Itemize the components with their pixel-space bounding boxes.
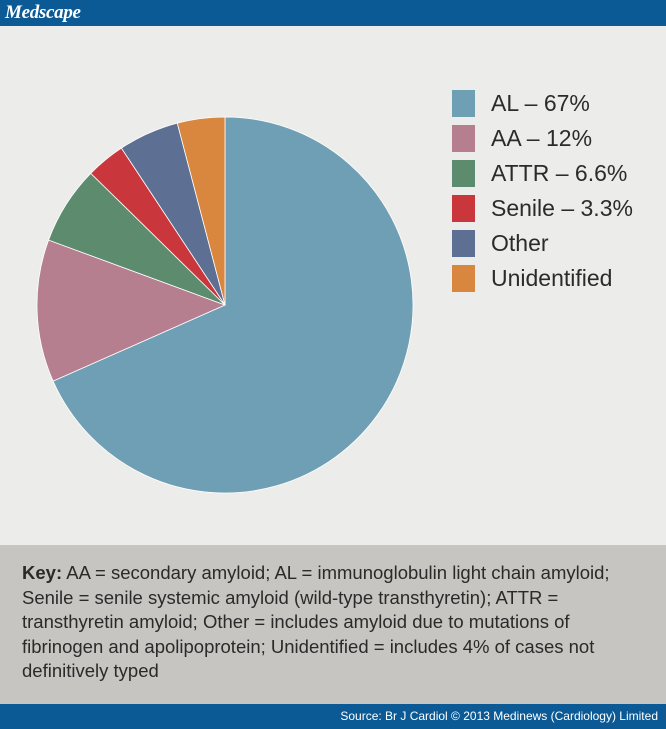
footer-bar — [0, 704, 666, 729]
legend-item-other — [452, 226, 633, 261]
medscape-logo[interactable]: Medscape — [5, 2, 81, 23]
legend-swatch — [452, 230, 475, 257]
source-credit: Source: Br J Cardiol © 2013 Medinews (Cardiology) Limited — [340, 709, 658, 723]
legend-label: AL – 67% — [491, 90, 590, 116]
key-body: AA = secondary amyloid; AL = immunoglobulin light chain amyloid; Senile = senile systemic amyloid (wild-type transthyretin); ATTR = transthyretin amyloid; Other = includes amyloid due to mutations of fibrinogen and apolipoprotein; Unidentified = includes 4% of cases not definitively typed — [22, 562, 610, 681]
key-title: Key: — [22, 562, 63, 583]
chart-area — [0, 26, 666, 545]
legend-label: ATTR – 6.6% — [491, 160, 628, 186]
legend-item-attr — [452, 156, 633, 191]
legend-swatch — [452, 90, 475, 117]
legend-item-senile — [452, 191, 633, 226]
legend-swatch — [452, 125, 475, 152]
legend-swatch — [452, 265, 475, 292]
legend-item-unidentified — [452, 261, 633, 296]
header-bar — [0, 0, 666, 26]
legend-item-al — [452, 86, 633, 121]
legend-label: Senile – 3.3% — [491, 195, 633, 221]
legend-label: Unidentified — [491, 265, 613, 291]
chart-legend — [452, 86, 633, 296]
legend-item-aa — [452, 121, 633, 156]
legend-swatch — [452, 195, 475, 222]
legend-label: AA – 12% — [491, 125, 593, 151]
key-panel — [0, 545, 666, 704]
legend-swatch — [452, 160, 475, 187]
key-text — [22, 561, 652, 684]
legend-label: Other — [491, 230, 549, 256]
